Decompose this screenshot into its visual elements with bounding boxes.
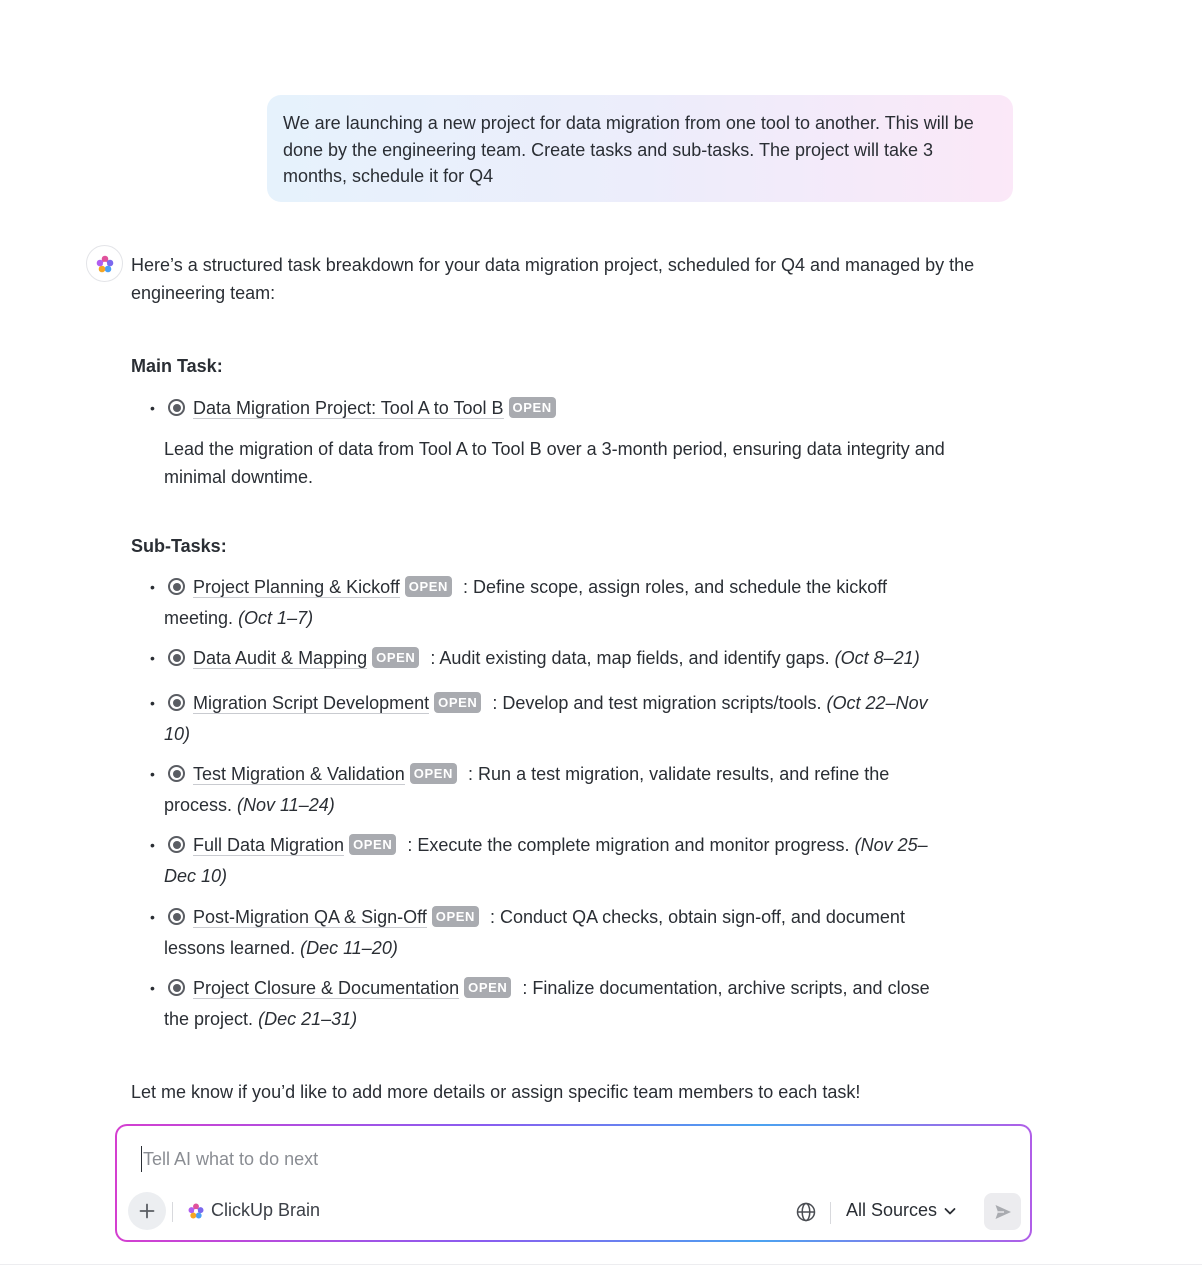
task-status-icon	[168, 649, 185, 666]
status-badge: OPEN	[349, 834, 396, 855]
subtask-description: : Audit existing data, map fields, and identify gaps.	[430, 648, 830, 668]
subtask-description: : Run a test migration, validate results, and refine the	[468, 764, 890, 784]
subtask-description-cont: the project.	[164, 1009, 254, 1029]
task-status-icon	[168, 908, 185, 925]
list-item: • Data Migration Project: Tool A to Tool B OPEN	[150, 393, 1010, 424]
ai-avatar	[86, 245, 123, 282]
subtask-dates: (Dec 21–31)	[258, 1009, 358, 1029]
subtask-description-cont: lessons learned.	[164, 938, 296, 958]
subtask-description: : Define scope, assign roles, and schedule the kickoff	[463, 577, 887, 597]
task-status-icon	[168, 836, 185, 853]
subtask-dates: (Nov 11–24)	[237, 795, 335, 815]
composer-inner	[117, 1126, 1030, 1240]
main-task-heading: Main Task:	[131, 356, 223, 376]
task-status-icon	[168, 399, 185, 416]
status-badge: OPEN	[410, 763, 457, 784]
task-link[interactable]: Data Audit & Mapping	[193, 648, 368, 668]
task-status-icon	[168, 694, 185, 711]
status-badge: OPEN	[509, 397, 556, 418]
subtask-description: : Conduct QA checks, obtain sign-off, and document	[490, 907, 905, 927]
task-status-icon	[168, 979, 185, 996]
status-badge: OPEN	[434, 692, 481, 713]
subtask-dates: (Oct 8–21)	[834, 648, 920, 668]
clickup-brain-icon	[95, 254, 115, 274]
subtask-dates: (Oct 22–Nov	[826, 693, 928, 713]
sources-label: All Sources	[846, 1200, 938, 1220]
list-item: • Full Data Migration OPEN : Execute the complete migration and monitor progress. (Nov 25– Dec 10)	[150, 835, 928, 886]
task-status-icon	[168, 578, 185, 595]
brain-label: ClickUp Brain	[211, 1200, 321, 1220]
list-item: • Test Migration & Validation OPEN : Run a test migration, validate results, and refine the process. (Nov 11–24)	[150, 764, 890, 815]
task-link[interactable]: Migration Script Development	[193, 693, 430, 713]
subtask-description: : Develop and test migration scripts/tools.	[492, 693, 822, 713]
divider	[830, 1202, 831, 1224]
task-link[interactable]: Full Data Migration	[193, 835, 345, 855]
plus-icon	[139, 1203, 155, 1219]
subtask-dates-cont: 10)	[164, 724, 191, 744]
task-link[interactable]: Project Closure & Documentation	[193, 978, 460, 998]
add-button[interactable]	[128, 1192, 166, 1230]
status-badge: OPEN	[372, 647, 419, 668]
subtask-description: : Execute the complete migration and monitor progress.	[407, 835, 850, 855]
task-status-icon	[168, 765, 185, 782]
task-link[interactable]: Project Planning & Kickoff	[193, 577, 400, 597]
ai-composer	[115, 1124, 1032, 1242]
list-item: • Migration Script Development OPEN : Develop and test migration scripts/tools. (Oct 22–Nov 10)	[150, 693, 928, 744]
subtask-dates: (Oct 1–7)	[238, 608, 314, 628]
task-link[interactable]: Post-Migration QA & Sign-Off	[193, 907, 427, 927]
status-badge: OPEN	[432, 906, 479, 927]
user-message-bubble	[267, 95, 1013, 202]
status-badge: OPEN	[405, 576, 452, 597]
subtasks-heading: Sub-Tasks:	[131, 536, 227, 556]
task-link[interactable]: Test Migration & Validation	[193, 764, 405, 784]
main-task-description: Lead the migration of data from Tool A to Tool B over a 3-month period, ensuring data integrity and minimal downtime.	[164, 439, 945, 487]
prompt-input[interactable]	[141, 1146, 961, 1172]
subtask-description-cont: process.	[164, 795, 233, 815]
list-item: • Project Closure & Documentation OPEN : Finalize documentation, archive scripts, and close the project. (Dec 21–31)	[150, 978, 930, 1029]
sources-dropdown[interactable]	[846, 1200, 957, 1221]
subtask-dates-cont: Dec 10)	[164, 866, 228, 886]
brain-selector[interactable]	[187, 1200, 320, 1221]
list-item: • Project Planning & Kickoff OPEN : Define scope, assign roles, and schedule the kickoff meeting. (Oct 1–7)	[150, 577, 887, 628]
assistant-intro: Here’s a structured task breakdown for your data migration project, scheduled for Q4 and managed by the engineering team:	[131, 255, 975, 303]
subtask-description-cont: meeting.	[164, 608, 234, 628]
send-button[interactable]	[984, 1193, 1021, 1230]
divider	[0, 1264, 1202, 1265]
assistant-closing: Let me know if you’d like to add more details or assign specific team members to each task!	[131, 1082, 861, 1102]
subtask-dates: (Nov 25–	[854, 835, 928, 855]
task-link[interactable]: Data Migration Project: Tool A to Tool B	[193, 398, 504, 418]
web-search-toggle[interactable]	[795, 1201, 817, 1223]
subtask-dates: (Dec 11–20)	[300, 938, 398, 958]
list-item: • Data Audit & Mapping OPEN : Audit existing data, map fields, and identify gaps. (Oct 8–21)	[150, 648, 920, 668]
subtask-description: : Finalize documentation, archive scripts, and close	[522, 978, 930, 998]
divider	[172, 1202, 173, 1222]
status-badge: OPEN	[464, 977, 511, 998]
list-item: • Post-Migration QA & Sign-Off OPEN : Conduct QA checks, obtain sign-off, and document lessons learned. (Dec 11–20)	[150, 907, 905, 958]
user-message-text: We are launching a new project for data migration from one tool to another. This will be done by the engineering team. Create tasks and sub-tasks. The project will take 3 months, schedule it for Q4	[283, 113, 974, 186]
send-icon	[993, 1202, 1013, 1222]
clickup-brain-icon	[187, 1202, 205, 1220]
chevron-down-icon	[943, 1204, 957, 1218]
globe-icon	[795, 1201, 817, 1223]
